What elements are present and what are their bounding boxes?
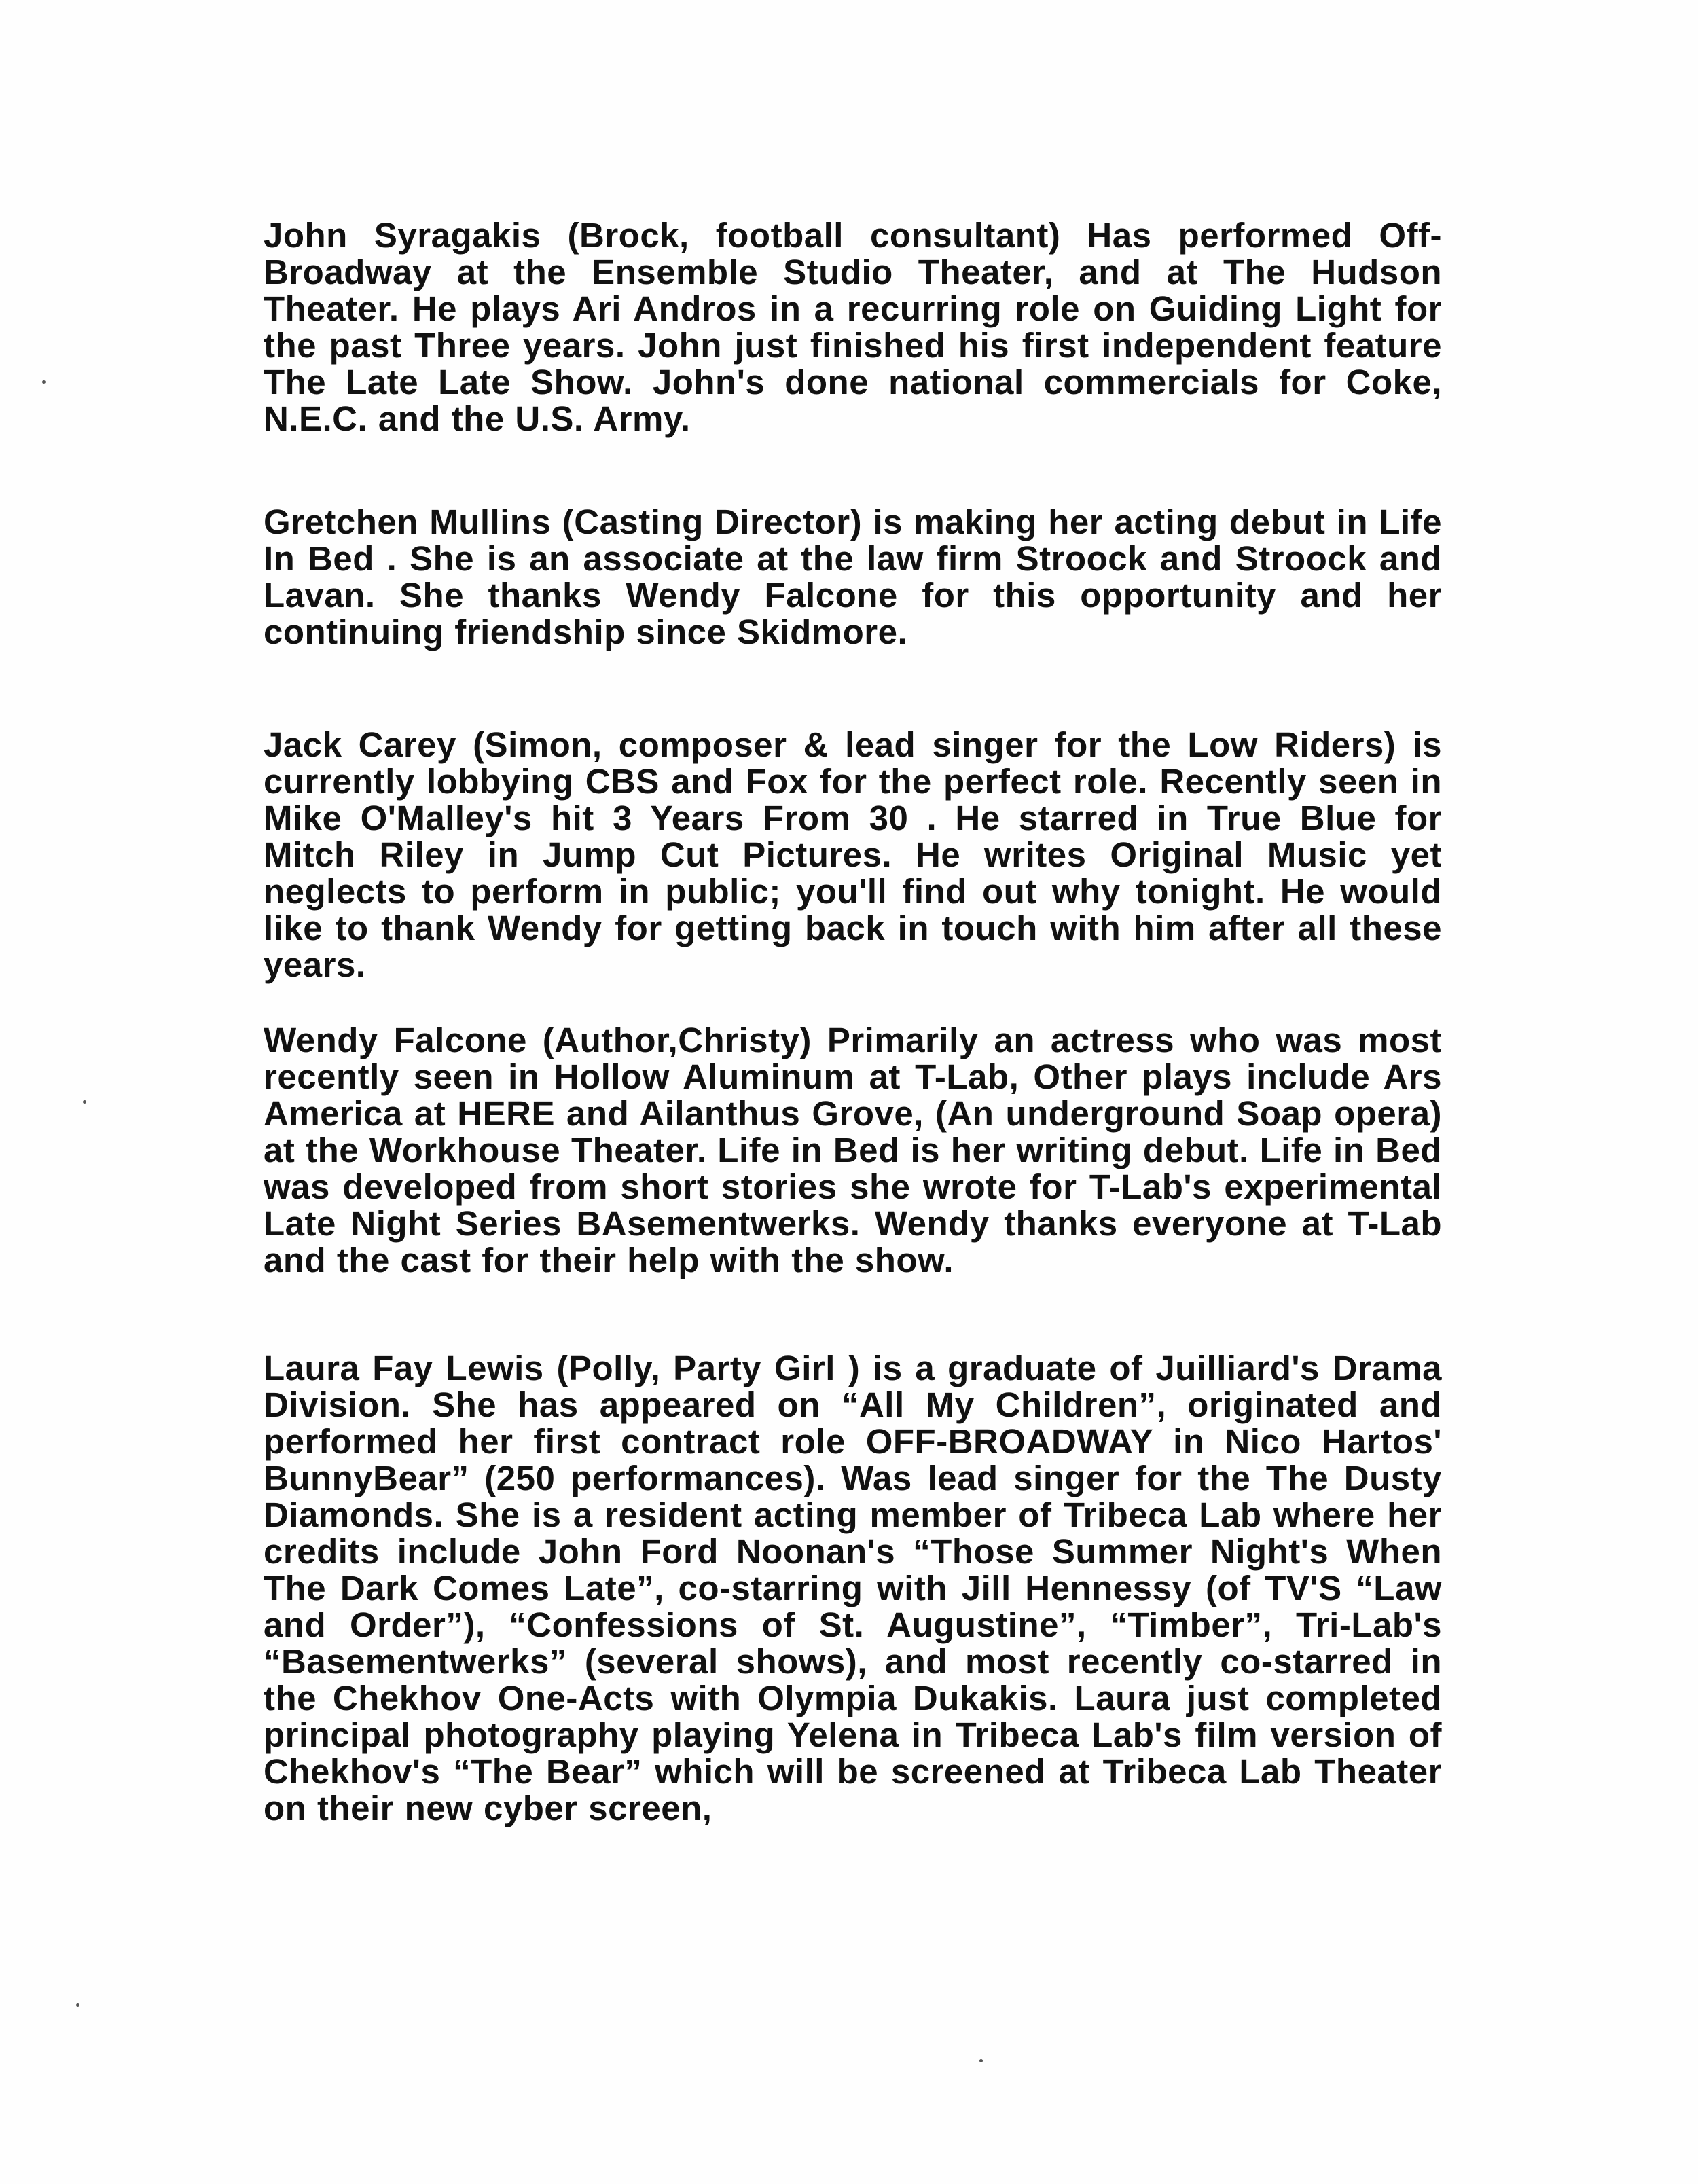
scan-speck <box>83 1100 86 1104</box>
bio-jack-carey: Jack Carey (Simon, composer & lead singer for the Low Riders) is currently lobbying CBS and Fox for the perfect role. Recently seen in Mike O'Malley's hit 3 Years From 30 . He starred in True Blue for Mitch Riley in Jump Cut Pictures. He writes Original Music yet neglects to perform in public; you'll find out why tonight. He would like to thank Wendy for getting back in touch with him after all these years. <box>264 725 1442 984</box>
scan-speck <box>42 380 46 384</box>
bio-gretchen-mullins: Gretchen Mullins (Casting Director) is making her acting debut in Life In Bed . She is an associate at the law firm Stroock and Stroock and Lavan. She thanks Wendy Falcone for this opportunity and her continuing friendship since Skidmore. <box>264 503 1442 651</box>
bio-john-syragakis: John Syragakis (Brock, football consultant) Has performed Off-Broadway at the Ensemble Studio Theater, and at The Hudson Theater. He plays Ari Andros in a recurring role on Guiding Light for the past Three years. John just finished his first independent feature The Late Late Show. John's done national commercials for Coke, N.E.C. and the U.S. Army. <box>264 216 1442 438</box>
scan-speck <box>76 2003 79 2007</box>
scan-speck <box>979 2059 983 2062</box>
bio-laura-fay-lewis: Laura Fay Lewis (Polly, Party Girl ) is a graduate of Juilliard's Drama Division. She has appeared on “All My Children”, originated and performed her first contract role OFF-BROADWAY in Nico Hartos' BunnyBear” (250 performances). Was lead singer for the The Dusty Diamonds. She is a resident acting member of Tribeca Lab where her credits include John Ford Noonan's “Those Summer Night's When The Dark Comes Late”, co-starring with Jill Hennessy (of TV'S “Law and Order”), “Confessions of St. Augustine”, “Timber”, Tri-Lab's “Basementwerks” (several shows), and most recently co-starred in the Chekhov One-Acts with Olympia Dukakis. Laura just completed principal photography playing Yelena in Tribeca Lab's film version of Chekhov's “The Bear” which will be screened at Tribeca Lab Theater on their new cyber screen, <box>264 1349 1442 1827</box>
bio-wendy-falcone: Wendy Falcone (Author,Christy) Primarily an actress who was most recently seen in Hollow Aluminum at T-Lab, Other plays include Ars America at HERE and Ailanthus Grove, (An underground Soap opera) at the Workhouse Theater. Life in Bed is her writing debut. Life in Bed was developed from short stories she wrote for T-Lab's experimental Late Night Series BAsementwerks. Wendy thanks everyone at T-Lab and the cast for their help with the show. <box>264 1021 1442 1279</box>
